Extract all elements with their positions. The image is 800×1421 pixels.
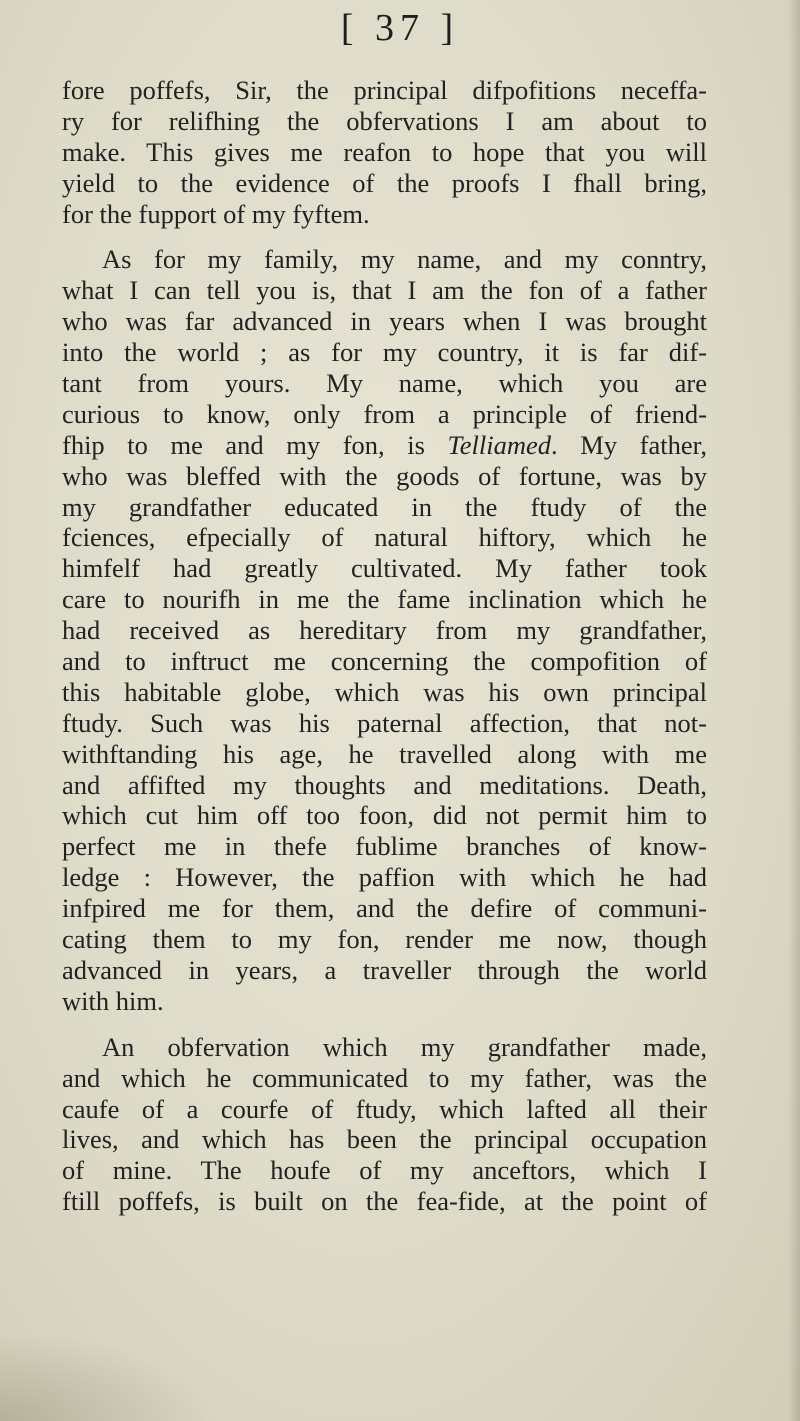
text-line: caufe of a courfe of ftudy, which lafted all their [62,1093,707,1124]
text-line: lives, and which has been the principal occupation [62,1124,707,1155]
body-text [62,75,707,1217]
page-corner-stain [0,1331,220,1421]
text-line: who was bleffed with the goods of fortune, was by [62,460,707,491]
page-edge-shadow [788,0,800,1421]
text-line: fore poffefs, Sir, the principal difpofitions neceffa- [62,75,707,105]
text-line: and to inftruct me concerning the compofition of [62,646,707,677]
text-line: my grandfather educated in the ftudy of the [62,491,707,522]
page-number: [ 37 ] [340,7,460,49]
text-line: As for my family, my name, and my conntry, [102,244,707,275]
text-line: yield to the evidence of the proofs I fhall bring, [62,167,707,198]
text-line: and which he communicated to my father, was the [62,1062,707,1093]
text-line: who was far advanced in years when I was brought [62,306,707,337]
text-line: of mine. The houfe of my anceftors, which I [62,1155,707,1186]
text-line: cating them to my fon, render me now, though [62,924,707,955]
text-line: infpired me for them, and the defire of communi- [62,893,707,924]
text-line: ftill poffefs, is built on the fea-fide, at the point of [62,1186,707,1217]
text-line: himfelf had greatly cultivated. My father took [62,553,707,584]
paragraph-2 [62,244,707,1016]
paragraph-3 [62,1032,707,1217]
text-line: into the world ; as for my country, it is far dif- [62,337,707,368]
text-line: what I can tell you is, that I am the fon of a father [62,275,707,306]
text-line: perfect me in thefe fublime branches of know- [62,831,707,862]
text-line: with him. [62,985,164,1016]
text-line: fhip to me and my fon, is Telliamed. My father, [62,429,707,460]
text-line: this habitable globe, which was his own principal [62,676,707,707]
text-line: fciences, efpecially of natural hiftory, which he [62,522,707,553]
text-line: ftudy. Such was his paternal affection, that not- [62,707,707,738]
text-line: which cut him off too foon, did not permit him to [62,800,707,831]
text-line: care to nourifh in me the fame inclination which he [62,584,707,615]
text-line: An obfervation which my grandfather made, [102,1031,707,1062]
text-line: ry for relifhing the obfervations I am about to [62,105,707,136]
text-line: curious to know, only from a principle of friend- [62,398,707,429]
text-line: and affifted my thoughts and meditations. Death, [62,769,707,800]
text-line: for the fupport of my fyftem. [62,198,370,229]
text-line: tant from yours. My name, which you are [62,368,707,399]
text-line: ledge : However, the paffion with which he had [62,862,707,893]
text-line: advanced in years, a traveller through the world [62,954,707,985]
name-telliamed: Telliamed [447,429,552,460]
text-line: make. This gives me reafon to hope that you will [62,136,707,167]
paragraph-1 [62,75,707,229]
text-line: had received as hereditary from my grandfather, [62,615,707,646]
text-line: withftanding his age, he travelled along with me [62,738,707,769]
